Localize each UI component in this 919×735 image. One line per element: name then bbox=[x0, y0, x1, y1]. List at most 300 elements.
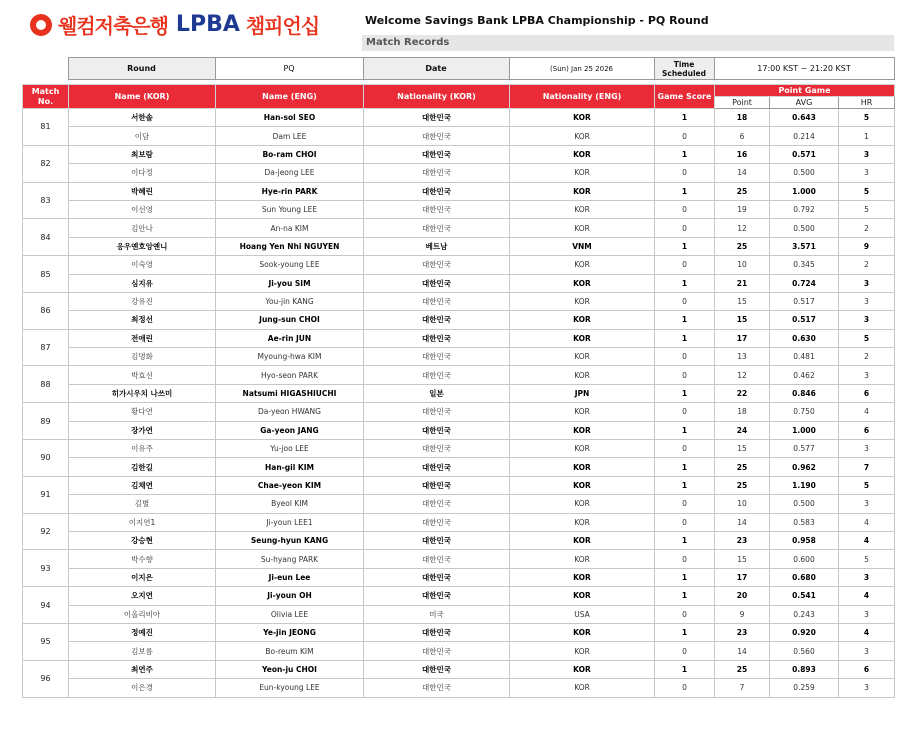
cell-score: 1 bbox=[655, 421, 715, 439]
cell-eng: Eun-kyoung LEE bbox=[216, 679, 364, 697]
table-row bbox=[23, 292, 895, 310]
cell-nat-eng: KOR bbox=[510, 550, 655, 568]
cell-nat-kor: 대한민국 bbox=[364, 513, 510, 531]
cell-avg: 0.500 bbox=[770, 219, 839, 237]
table-row bbox=[23, 348, 895, 366]
match-records-table bbox=[22, 84, 895, 698]
cell-hr: 4 bbox=[839, 623, 895, 641]
cell-score: 1 bbox=[655, 182, 715, 200]
cell-point: 18 bbox=[715, 403, 770, 421]
cell-nat-kor: 미국 bbox=[364, 605, 510, 623]
cell-nat-eng: KOR bbox=[510, 440, 655, 458]
table-row bbox=[23, 642, 895, 660]
cell-point: 7 bbox=[715, 679, 770, 697]
cell-score: 0 bbox=[655, 292, 715, 310]
match-number: 95 bbox=[23, 623, 69, 660]
cell-nat-eng: KOR bbox=[510, 109, 655, 127]
table-row bbox=[23, 127, 895, 145]
cell-avg: 0.481 bbox=[770, 348, 839, 366]
cell-avg: 1.000 bbox=[770, 421, 839, 439]
cell-kor: 이선영 bbox=[69, 200, 216, 218]
cell-hr: 9 bbox=[839, 237, 895, 255]
cell-kor: 김한길 bbox=[69, 458, 216, 476]
brand-en-name: LPBA bbox=[175, 12, 240, 37]
cell-avg: 0.243 bbox=[770, 605, 839, 623]
cell-nat-eng: KOR bbox=[510, 531, 655, 549]
col-name-eng: Name (ENG) bbox=[216, 85, 364, 109]
cell-kor: 박수향 bbox=[69, 550, 216, 568]
cell-avg: 0.571 bbox=[770, 145, 839, 163]
cell-eng: Chae-yeon KIM bbox=[216, 476, 364, 494]
cell-point: 25 bbox=[715, 458, 770, 476]
table-row bbox=[23, 329, 895, 347]
cell-point: 12 bbox=[715, 219, 770, 237]
cell-nat-kor: 대한민국 bbox=[364, 660, 510, 678]
cell-score: 1 bbox=[655, 109, 715, 127]
cell-avg: 0.577 bbox=[770, 440, 839, 458]
match-number: 83 bbox=[23, 182, 69, 219]
cell-avg: 0.750 bbox=[770, 403, 839, 421]
cell-point: 15 bbox=[715, 292, 770, 310]
match-number: 91 bbox=[23, 476, 69, 513]
cell-hr: 4 bbox=[839, 531, 895, 549]
cell-kor: 오지연 bbox=[69, 587, 216, 605]
cell-kor: 전애린 bbox=[69, 329, 216, 347]
cell-score: 0 bbox=[655, 200, 715, 218]
cell-avg: 0.920 bbox=[770, 623, 839, 641]
cell-kor: 이지은 bbox=[69, 568, 216, 586]
cell-hr: 3 bbox=[839, 274, 895, 292]
cell-eng: Bo-ram CHOI bbox=[216, 145, 364, 163]
cell-hr: 4 bbox=[839, 403, 895, 421]
cell-kor: 김명화 bbox=[69, 348, 216, 366]
cell-nat-eng: KOR bbox=[510, 568, 655, 586]
cell-nat-eng: JPN bbox=[510, 384, 655, 402]
cell-eng: Bo-reum KIM bbox=[216, 642, 364, 660]
cell-hr: 5 bbox=[839, 200, 895, 218]
table-row bbox=[23, 384, 895, 402]
cell-kor: 김보름 bbox=[69, 642, 216, 660]
table-row bbox=[23, 458, 895, 476]
cell-avg: 0.259 bbox=[770, 679, 839, 697]
cell-nat-eng: KOR bbox=[510, 348, 655, 366]
match-number: 89 bbox=[23, 403, 69, 440]
cell-hr: 2 bbox=[839, 256, 895, 274]
cell-hr: 6 bbox=[839, 660, 895, 678]
cell-avg: 0.517 bbox=[770, 311, 839, 329]
cell-avg: 0.541 bbox=[770, 587, 839, 605]
cell-avg: 0.583 bbox=[770, 513, 839, 531]
cell-nat-eng: KOR bbox=[510, 458, 655, 476]
cell-hr: 6 bbox=[839, 421, 895, 439]
cell-nat-eng: KOR bbox=[510, 366, 655, 384]
cell-eng: Da-yeon HWANG bbox=[216, 403, 364, 421]
page-title: Welcome Savings Bank LPBA Championship - PQ Round bbox=[365, 14, 709, 27]
cell-nat-kor: 대한민국 bbox=[364, 274, 510, 292]
cell-avg: 0.517 bbox=[770, 292, 839, 310]
cell-nat-eng: KOR bbox=[510, 329, 655, 347]
cell-eng: Olivia LEE bbox=[216, 605, 364, 623]
brand-kr-suffix: 챔피언십 bbox=[245, 14, 320, 38]
cell-nat-eng: KOR bbox=[510, 513, 655, 531]
cell-eng: Jung-sun CHOI bbox=[216, 311, 364, 329]
cell-point: 25 bbox=[715, 476, 770, 494]
table-row bbox=[23, 200, 895, 218]
match-number: 90 bbox=[23, 440, 69, 477]
cell-point: 10 bbox=[715, 256, 770, 274]
cell-nat-kor: 대한민국 bbox=[364, 109, 510, 127]
cell-score: 1 bbox=[655, 237, 715, 255]
time-value: 17:00 KST ~ 21:20 KST bbox=[714, 58, 894, 80]
cell-score: 0 bbox=[655, 550, 715, 568]
match-number: 84 bbox=[23, 219, 69, 256]
cell-eng: Myoung-hwa KIM bbox=[216, 348, 364, 366]
cell-score: 0 bbox=[655, 348, 715, 366]
cell-hr: 5 bbox=[839, 109, 895, 127]
cell-point: 14 bbox=[715, 164, 770, 182]
cell-point: 20 bbox=[715, 587, 770, 605]
match-number: 86 bbox=[23, 292, 69, 329]
table-row bbox=[23, 403, 895, 421]
cell-eng: Sun Young LEE bbox=[216, 200, 364, 218]
table-row bbox=[23, 531, 895, 549]
cell-nat-kor: 대한민국 bbox=[364, 495, 510, 513]
cell-avg: 0.724 bbox=[770, 274, 839, 292]
match-number: 92 bbox=[23, 513, 69, 550]
match-number: 85 bbox=[23, 256, 69, 293]
cell-hr: 6 bbox=[839, 384, 895, 402]
cell-point: 10 bbox=[715, 495, 770, 513]
cell-score: 0 bbox=[655, 513, 715, 531]
cell-avg: 0.680 bbox=[770, 568, 839, 586]
cell-avg: 0.792 bbox=[770, 200, 839, 218]
cell-nat-eng: KOR bbox=[510, 256, 655, 274]
cell-hr: 5 bbox=[839, 550, 895, 568]
cell-nat-kor: 대한민국 bbox=[364, 421, 510, 439]
table-row bbox=[23, 476, 895, 494]
col-hr: HR bbox=[839, 97, 895, 109]
page-subtitle: Match Records bbox=[362, 35, 894, 51]
cell-hr: 4 bbox=[839, 513, 895, 531]
cell-nat-eng: KOR bbox=[510, 495, 655, 513]
cell-point: 25 bbox=[715, 237, 770, 255]
cell-avg: 0.500 bbox=[770, 164, 839, 182]
cell-nat-eng: KOR bbox=[510, 182, 655, 200]
match-number: 93 bbox=[23, 550, 69, 587]
cell-kor: 응우옌호앙옌니 bbox=[69, 237, 216, 255]
cell-nat-kor: 대한민국 bbox=[364, 403, 510, 421]
cell-hr: 3 bbox=[839, 164, 895, 182]
cell-kor: 강유진 bbox=[69, 292, 216, 310]
brand-logo bbox=[30, 10, 319, 39]
cell-point: 21 bbox=[715, 274, 770, 292]
cell-eng: Natsumi HIGASHIUCHI bbox=[216, 384, 364, 402]
cell-score: 0 bbox=[655, 495, 715, 513]
col-name-kor: Name (KOR) bbox=[69, 85, 216, 109]
cell-score: 0 bbox=[655, 403, 715, 421]
cell-hr: 3 bbox=[839, 605, 895, 623]
cell-score: 1 bbox=[655, 623, 715, 641]
table-row bbox=[23, 605, 895, 623]
cell-avg: 1.000 bbox=[770, 182, 839, 200]
cell-kor: 서한솔 bbox=[69, 109, 216, 127]
cell-nat-kor: 베트남 bbox=[364, 237, 510, 255]
cell-hr: 2 bbox=[839, 348, 895, 366]
cell-point: 23 bbox=[715, 531, 770, 549]
cell-point: 23 bbox=[715, 623, 770, 641]
cell-kor: 김별 bbox=[69, 495, 216, 513]
cell-avg: 0.214 bbox=[770, 127, 839, 145]
cell-kor: 김안나 bbox=[69, 219, 216, 237]
cell-nat-kor: 대한민국 bbox=[364, 458, 510, 476]
table-row bbox=[23, 366, 895, 384]
match-number: 94 bbox=[23, 587, 69, 624]
cell-nat-kor: 대한민국 bbox=[364, 200, 510, 218]
cell-nat-kor: 대한민국 bbox=[364, 623, 510, 641]
cell-hr: 5 bbox=[839, 329, 895, 347]
cell-score: 0 bbox=[655, 219, 715, 237]
cell-eng: Yeon-ju CHOI bbox=[216, 660, 364, 678]
cell-avg: 0.630 bbox=[770, 329, 839, 347]
table-row bbox=[23, 311, 895, 329]
cell-score: 1 bbox=[655, 145, 715, 163]
cell-eng: Ji-eun Lee bbox=[216, 568, 364, 586]
cell-point: 6 bbox=[715, 127, 770, 145]
cell-point: 17 bbox=[715, 568, 770, 586]
date-value: (Sun) Jan 25 2026 bbox=[509, 58, 654, 80]
cell-eng: Hye-rin PARK bbox=[216, 182, 364, 200]
cell-kor: 이숙영 bbox=[69, 256, 216, 274]
cell-nat-eng: KOR bbox=[510, 311, 655, 329]
cell-hr: 3 bbox=[839, 495, 895, 513]
cell-nat-kor: 대한민국 bbox=[364, 531, 510, 549]
cell-point: 25 bbox=[715, 182, 770, 200]
cell-point: 24 bbox=[715, 421, 770, 439]
cell-point: 13 bbox=[715, 348, 770, 366]
cell-kor: 최정선 bbox=[69, 311, 216, 329]
cell-nat-kor: 대한민국 bbox=[364, 256, 510, 274]
cell-eng: Sook-young LEE bbox=[216, 256, 364, 274]
cell-nat-eng: KOR bbox=[510, 274, 655, 292]
cell-eng: Byeol KIM bbox=[216, 495, 364, 513]
welcome-logo-icon bbox=[30, 14, 52, 36]
cell-kor: 박혜린 bbox=[69, 182, 216, 200]
cell-nat-kor: 대한민국 bbox=[364, 292, 510, 310]
table-row bbox=[23, 623, 895, 641]
match-number: 87 bbox=[23, 329, 69, 366]
cell-kor: 심지유 bbox=[69, 274, 216, 292]
col-point: Point bbox=[715, 97, 770, 109]
cell-nat-eng: KOR bbox=[510, 660, 655, 678]
cell-point: 9 bbox=[715, 605, 770, 623]
cell-point: 18 bbox=[715, 109, 770, 127]
table-row bbox=[23, 145, 895, 163]
cell-eng: Hyo-seon PARK bbox=[216, 366, 364, 384]
cell-avg: 0.643 bbox=[770, 109, 839, 127]
cell-nat-eng: KOR bbox=[510, 403, 655, 421]
cell-score: 0 bbox=[655, 164, 715, 182]
cell-point: 14 bbox=[715, 513, 770, 531]
cell-hr: 5 bbox=[839, 476, 895, 494]
cell-nat-eng: KOR bbox=[510, 145, 655, 163]
cell-kor: 정예진 bbox=[69, 623, 216, 641]
cell-point: 19 bbox=[715, 200, 770, 218]
cell-kor: 이다정 bbox=[69, 164, 216, 182]
cell-nat-eng: KOR bbox=[510, 679, 655, 697]
cell-nat-eng: KOR bbox=[510, 476, 655, 494]
cell-eng: Ji-you SIM bbox=[216, 274, 364, 292]
cell-kor: 최보람 bbox=[69, 145, 216, 163]
cell-nat-eng: VNM bbox=[510, 237, 655, 255]
cell-score: 0 bbox=[655, 440, 715, 458]
table-row bbox=[23, 182, 895, 200]
match-number: 81 bbox=[23, 109, 69, 146]
cell-eng: Han-gil KIM bbox=[216, 458, 364, 476]
cell-point: 15 bbox=[715, 440, 770, 458]
cell-nat-kor: 대한민국 bbox=[364, 679, 510, 697]
cell-nat-kor: 대한민국 bbox=[364, 568, 510, 586]
cell-kor: 장가연 bbox=[69, 421, 216, 439]
table-row bbox=[23, 550, 895, 568]
cell-eng: Su-hyang PARK bbox=[216, 550, 364, 568]
date-label: Date bbox=[363, 58, 509, 80]
cell-eng: Dam LEE bbox=[216, 127, 364, 145]
table-row bbox=[23, 568, 895, 586]
table-row bbox=[23, 237, 895, 255]
cell-hr: 2 bbox=[839, 219, 895, 237]
cell-point: 17 bbox=[715, 329, 770, 347]
cell-score: 1 bbox=[655, 660, 715, 678]
cell-hr: 7 bbox=[839, 458, 895, 476]
match-rows bbox=[23, 109, 895, 698]
cell-score: 1 bbox=[655, 476, 715, 494]
cell-score: 1 bbox=[655, 311, 715, 329]
cell-kor: 황다연 bbox=[69, 403, 216, 421]
cell-hr: 1 bbox=[839, 127, 895, 145]
cell-avg: 0.846 bbox=[770, 384, 839, 402]
cell-score: 0 bbox=[655, 679, 715, 697]
info-blank bbox=[22, 58, 68, 80]
cell-nat-kor: 일본 bbox=[364, 384, 510, 402]
cell-kor: 이올리비아 bbox=[69, 605, 216, 623]
cell-eng: Ji-youn OH bbox=[216, 587, 364, 605]
time-label: Time Scheduled bbox=[654, 58, 714, 80]
cell-avg: 0.560 bbox=[770, 642, 839, 660]
cell-score: 0 bbox=[655, 366, 715, 384]
match-info-table bbox=[22, 57, 895, 80]
table-row bbox=[23, 495, 895, 513]
col-game-score: Game Score bbox=[655, 85, 715, 109]
cell-kor: 이은경 bbox=[69, 679, 216, 697]
table-row bbox=[23, 109, 895, 127]
table-row bbox=[23, 274, 895, 292]
cell-kor: 히가시우치 나쓰미 bbox=[69, 384, 216, 402]
cell-eng: Yu-joo LEE bbox=[216, 440, 364, 458]
cell-eng: Seung-hyun KANG bbox=[216, 531, 364, 549]
cell-nat-eng: KOR bbox=[510, 421, 655, 439]
cell-score: 1 bbox=[655, 329, 715, 347]
cell-hr: 3 bbox=[839, 292, 895, 310]
cell-score: 0 bbox=[655, 605, 715, 623]
table-row bbox=[23, 164, 895, 182]
cell-kor: 김채연 bbox=[69, 476, 216, 494]
cell-nat-kor: 대한민국 bbox=[364, 219, 510, 237]
table-row bbox=[23, 421, 895, 439]
cell-avg: 0.500 bbox=[770, 495, 839, 513]
cell-point: 15 bbox=[715, 311, 770, 329]
cell-score: 1 bbox=[655, 568, 715, 586]
col-avg: AVG bbox=[770, 97, 839, 109]
cell-nat-kor: 대한민국 bbox=[364, 642, 510, 660]
cell-avg: 0.345 bbox=[770, 256, 839, 274]
round-value: PQ bbox=[215, 58, 363, 80]
brand-kr-name: 웰컴저축은행 bbox=[58, 14, 168, 38]
cell-kor: 강승현 bbox=[69, 531, 216, 549]
cell-score: 1 bbox=[655, 531, 715, 549]
col-match-no: Match No. bbox=[23, 85, 69, 109]
cell-nat-eng: KOR bbox=[510, 219, 655, 237]
cell-point: 12 bbox=[715, 366, 770, 384]
cell-nat-kor: 대한민국 bbox=[364, 182, 510, 200]
cell-point: 22 bbox=[715, 384, 770, 402]
cell-eng: Ye-jin JEONG bbox=[216, 623, 364, 641]
page-header bbox=[0, 0, 919, 54]
cell-avg: 0.600 bbox=[770, 550, 839, 568]
cell-nat-kor: 대한민국 bbox=[364, 348, 510, 366]
cell-nat-kor: 대한민국 bbox=[364, 311, 510, 329]
table-row bbox=[23, 219, 895, 237]
cell-nat-kor: 대한민국 bbox=[364, 329, 510, 347]
cell-hr: 3 bbox=[839, 311, 895, 329]
cell-point: 16 bbox=[715, 145, 770, 163]
cell-hr: 5 bbox=[839, 182, 895, 200]
cell-avg: 0.958 bbox=[770, 531, 839, 549]
cell-nat-eng: KOR bbox=[510, 623, 655, 641]
cell-eng: An-na KIM bbox=[216, 219, 364, 237]
cell-hr: 4 bbox=[839, 587, 895, 605]
cell-eng: Ji-youn LEE1 bbox=[216, 513, 364, 531]
cell-avg: 0.962 bbox=[770, 458, 839, 476]
cell-point: 25 bbox=[715, 660, 770, 678]
cell-score: 1 bbox=[655, 458, 715, 476]
cell-kor: 이지연1 bbox=[69, 513, 216, 531]
cell-score: 0 bbox=[655, 642, 715, 660]
cell-kor: 이담 bbox=[69, 127, 216, 145]
cell-nat-eng: KOR bbox=[510, 164, 655, 182]
cell-score: 0 bbox=[655, 127, 715, 145]
table-row bbox=[23, 587, 895, 605]
cell-nat-kor: 대한민국 bbox=[364, 476, 510, 494]
cell-hr: 3 bbox=[839, 679, 895, 697]
cell-nat-kor: 대한민국 bbox=[364, 550, 510, 568]
cell-eng: You-jin KANG bbox=[216, 292, 364, 310]
cell-hr: 3 bbox=[839, 568, 895, 586]
cell-score: 0 bbox=[655, 256, 715, 274]
cell-nat-kor: 대한민국 bbox=[364, 127, 510, 145]
cell-nat-eng: KOR bbox=[510, 642, 655, 660]
cell-avg: 0.893 bbox=[770, 660, 839, 678]
cell-nat-eng: KOR bbox=[510, 587, 655, 605]
cell-score: 1 bbox=[655, 274, 715, 292]
cell-score: 1 bbox=[655, 384, 715, 402]
cell-kor: 이유주 bbox=[69, 440, 216, 458]
match-number: 96 bbox=[23, 660, 69, 697]
cell-eng: Hoang Yen Nhi NGUYEN bbox=[216, 237, 364, 255]
cell-nat-kor: 대한민국 bbox=[364, 440, 510, 458]
table-row bbox=[23, 256, 895, 274]
cell-avg: 3.571 bbox=[770, 237, 839, 255]
cell-nat-kor: 대한민국 bbox=[364, 366, 510, 384]
